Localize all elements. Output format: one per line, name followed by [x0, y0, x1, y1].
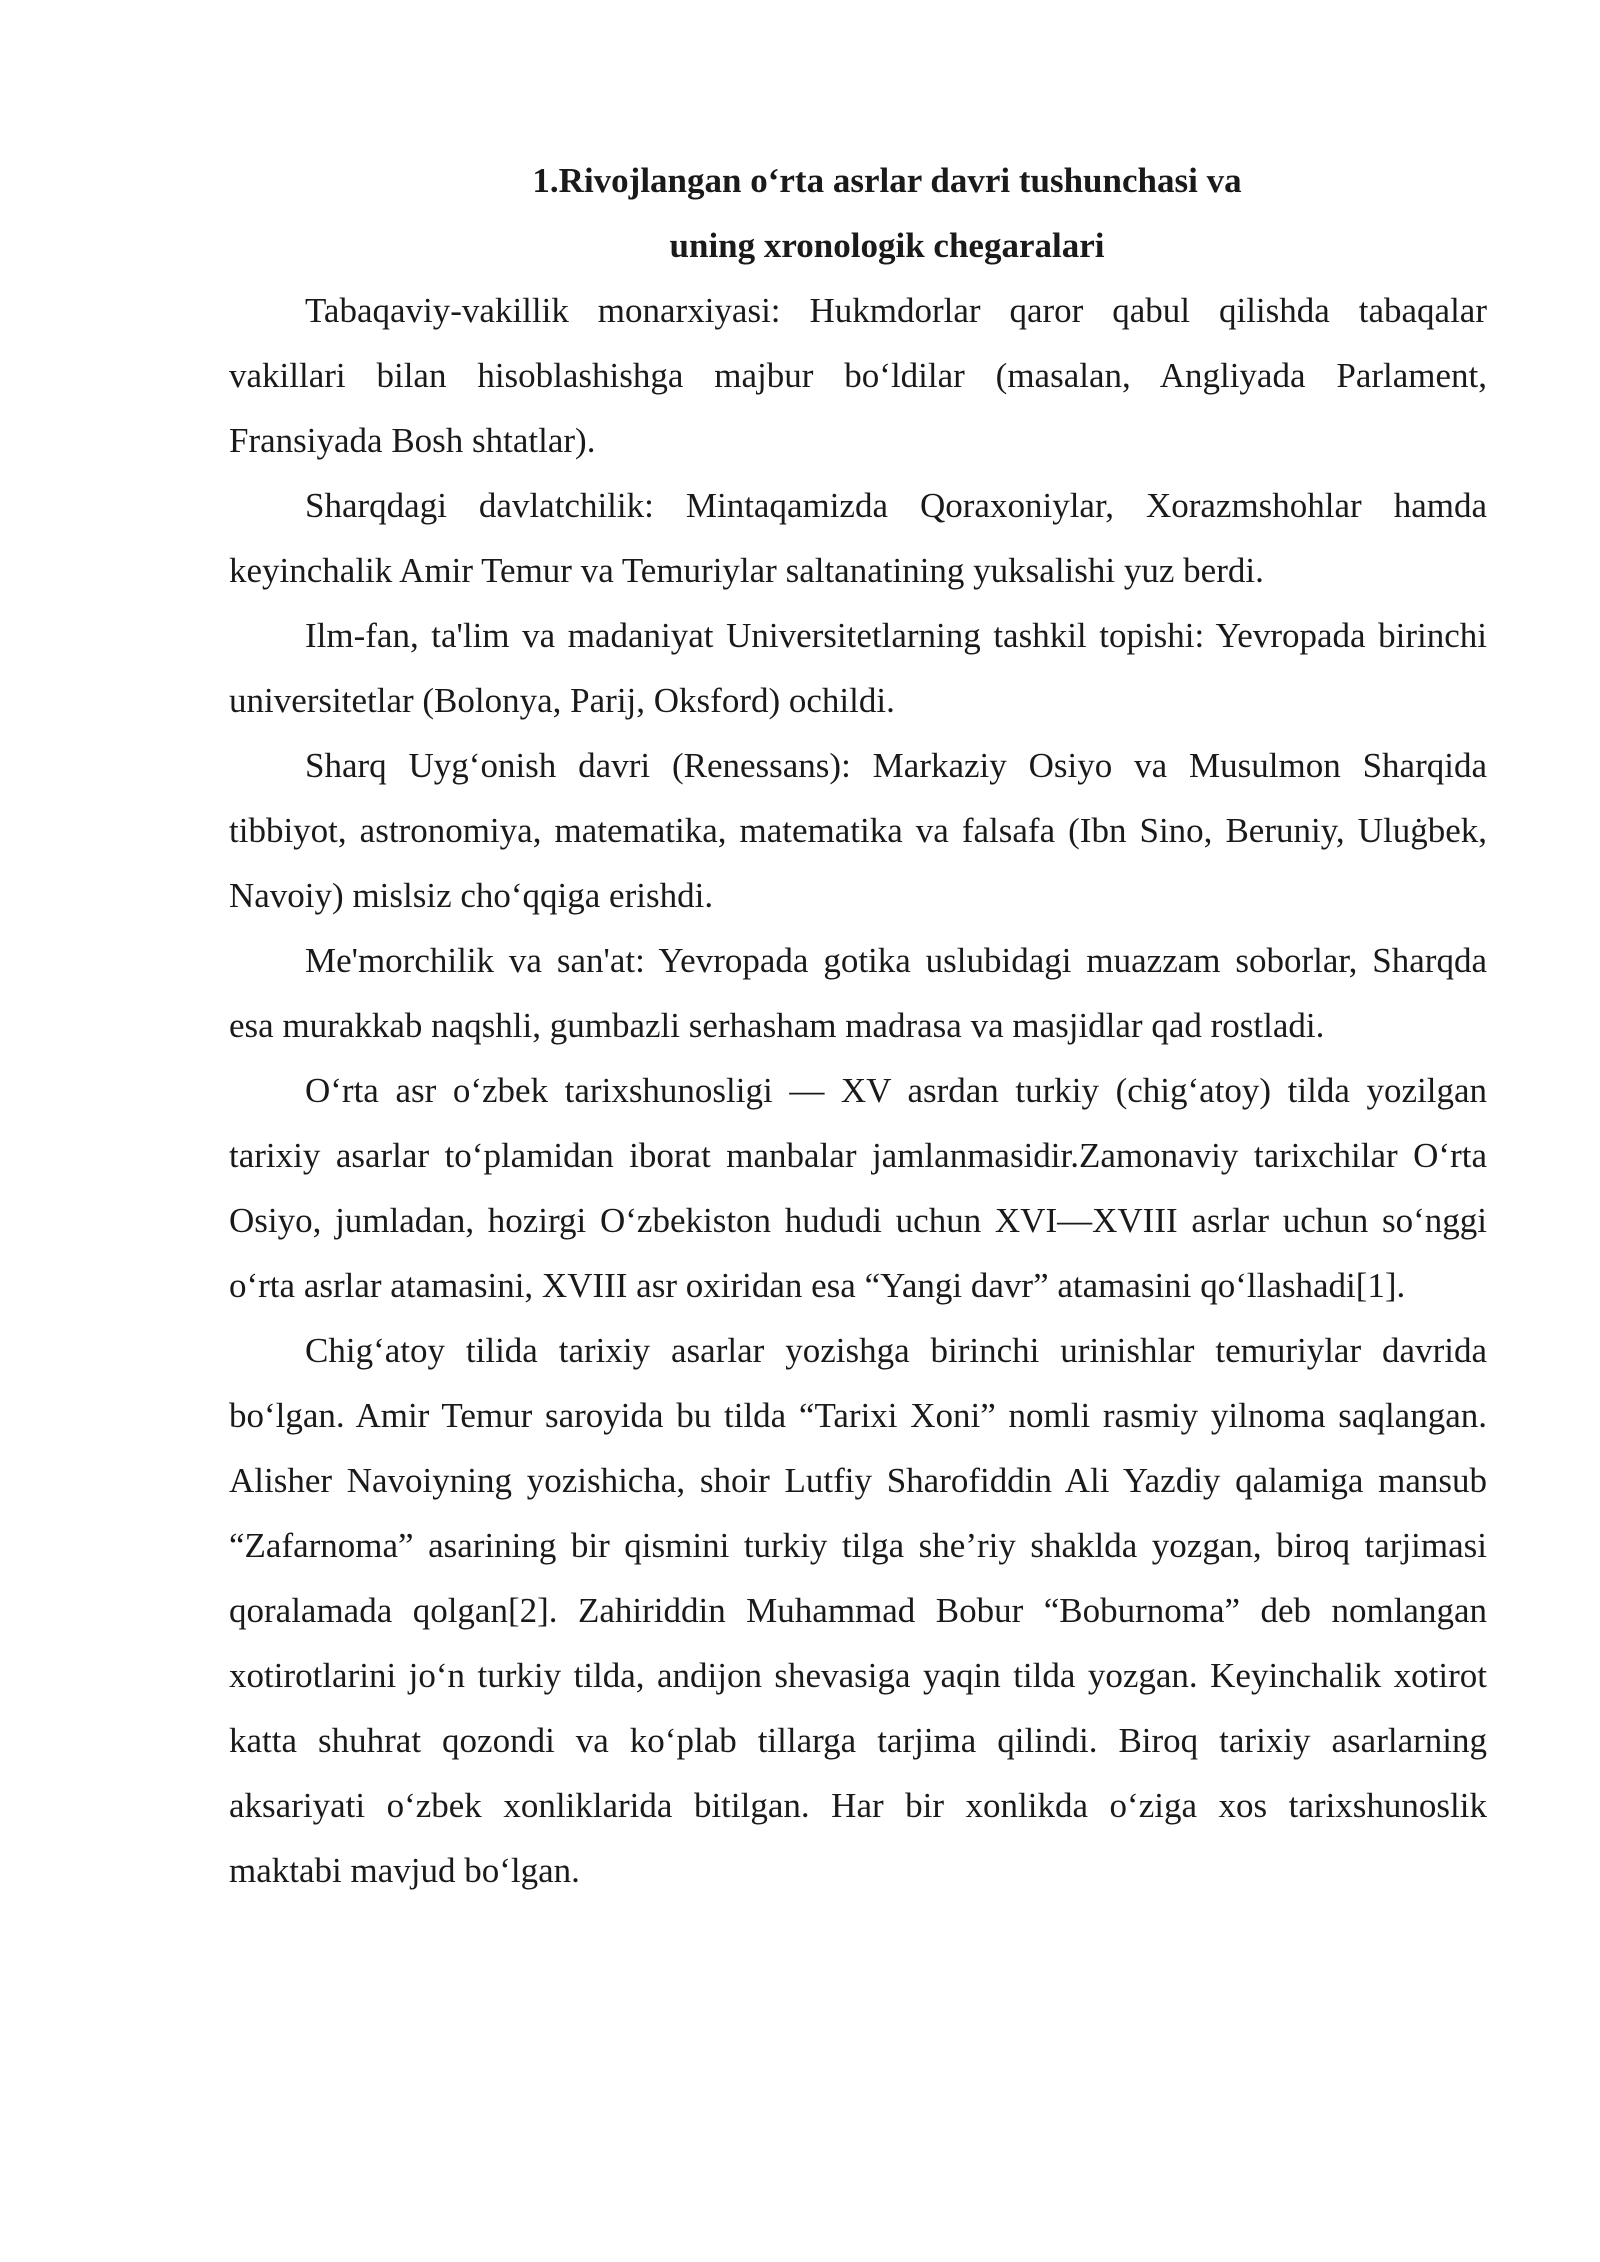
document-body [229, 148, 1487, 1903]
paragraph-renaissance: Sharq Uyg‘onish davri (Renessans): Markaziy Osiyo va Musulmon Sharqida tibbiyot, astronomiya, matematika, matematika va falsafa (Ibn Sino, Beruniy, Uluġbek, Navoiy) mislsiz cho‘qqiga erishdi. [229, 746, 1487, 915]
paragraph-universities: Ilm-fan, ta'lim va madaniyat Universitetlarning tashkil topishi: Yevropada birinchi universitetlar (Bolonya, Parij, Oksford) ochildi. [229, 616, 1487, 720]
title-line-1: 1.Rivojlangan o‘rta asrlar davri tushunchasi va [532, 161, 1242, 200]
title-line-2: uning xronologik chegaralari [669, 226, 1105, 265]
paragraph-chagatai-works: Chig‘atoy tilida tarixiy asarlar yozishga birinchi urinishlar temuriylar davrida bo‘lgan. Amir Temur saroyida bu tilda “Tarixi Xoni” nomli rasmiy yilnoma saqlangan. Alisher Navoiyning yozishicha, shoir Lutfiy Sharofiddin Ali Yazdiy qalamiga mansub “Zafarnoma” asarining bir qismini turkiy tilga she’riy shaklda yozgan, biroq tarjimasi qoralamada qolgan[2]. Zahiriddin Muhammad Bobur “Boburnoma” deb nomlangan xotirotlarini jo‘n turkiy tilda, andijon shevasiga yaqin tilda yozgan. Keyinchalik xotirot katta shuhrat qozondi va ko‘plab tillarga tarjima qilindi. Biroq tarixiy asarlarning aksariyati o‘zbek xonliklarida bitilgan. Har bir xonlikda o‘ziga xos tarixshunoslik maktabi mavjud bo‘lgan. [229, 1331, 1487, 1890]
paragraph-eastern-statehood: Sharqdagi davlatchilik: Mintaqamizda Qoraxoniylar, Xorazmshohlar hamda keyinchalik Amir Temur va Temuriylar saltanatining yuksalishi yuz berdi. [229, 486, 1487, 590]
paragraph-historiography: O‘rta asr o‘zbek tarixshunosligi — XV asrdan turkiy (chig‘atoy) tilda yozilgan tarixiy asarlar to‘plamidan iborat manbalar jamlanmasidir.Zamonaviy tarixchilar O‘rta Osiyo, jumladan, hozirgi O‘zbekiston hududi uchun XVI—XVIII asrlar uchun so‘nggi o‘rta asrlar atamasini, XVIII asr oxiridan esa “Yangi davr” atamasini qo‘llashadi[1]. [229, 1071, 1487, 1305]
document-title [229, 148, 1487, 278]
paragraph-monarchy: Tabaqaviy-vakillik monarxiyasi: Hukmdorlar qaror qabul qilishda tabaqalar vakillari bilan hisoblashishga majbur bo‘ldilar (masalan, Angliyada Parlament, Fransiyada Bosh shtatlar). [229, 291, 1487, 460]
paragraph-architecture: Me'morchilik va san'at: Yevropada gotika uslubidagi muazzam soborlar, Sharqda esa murakkab naqshli, gumbazli serhasham madrasa va masjidlar qad rostladi. [229, 941, 1487, 1045]
